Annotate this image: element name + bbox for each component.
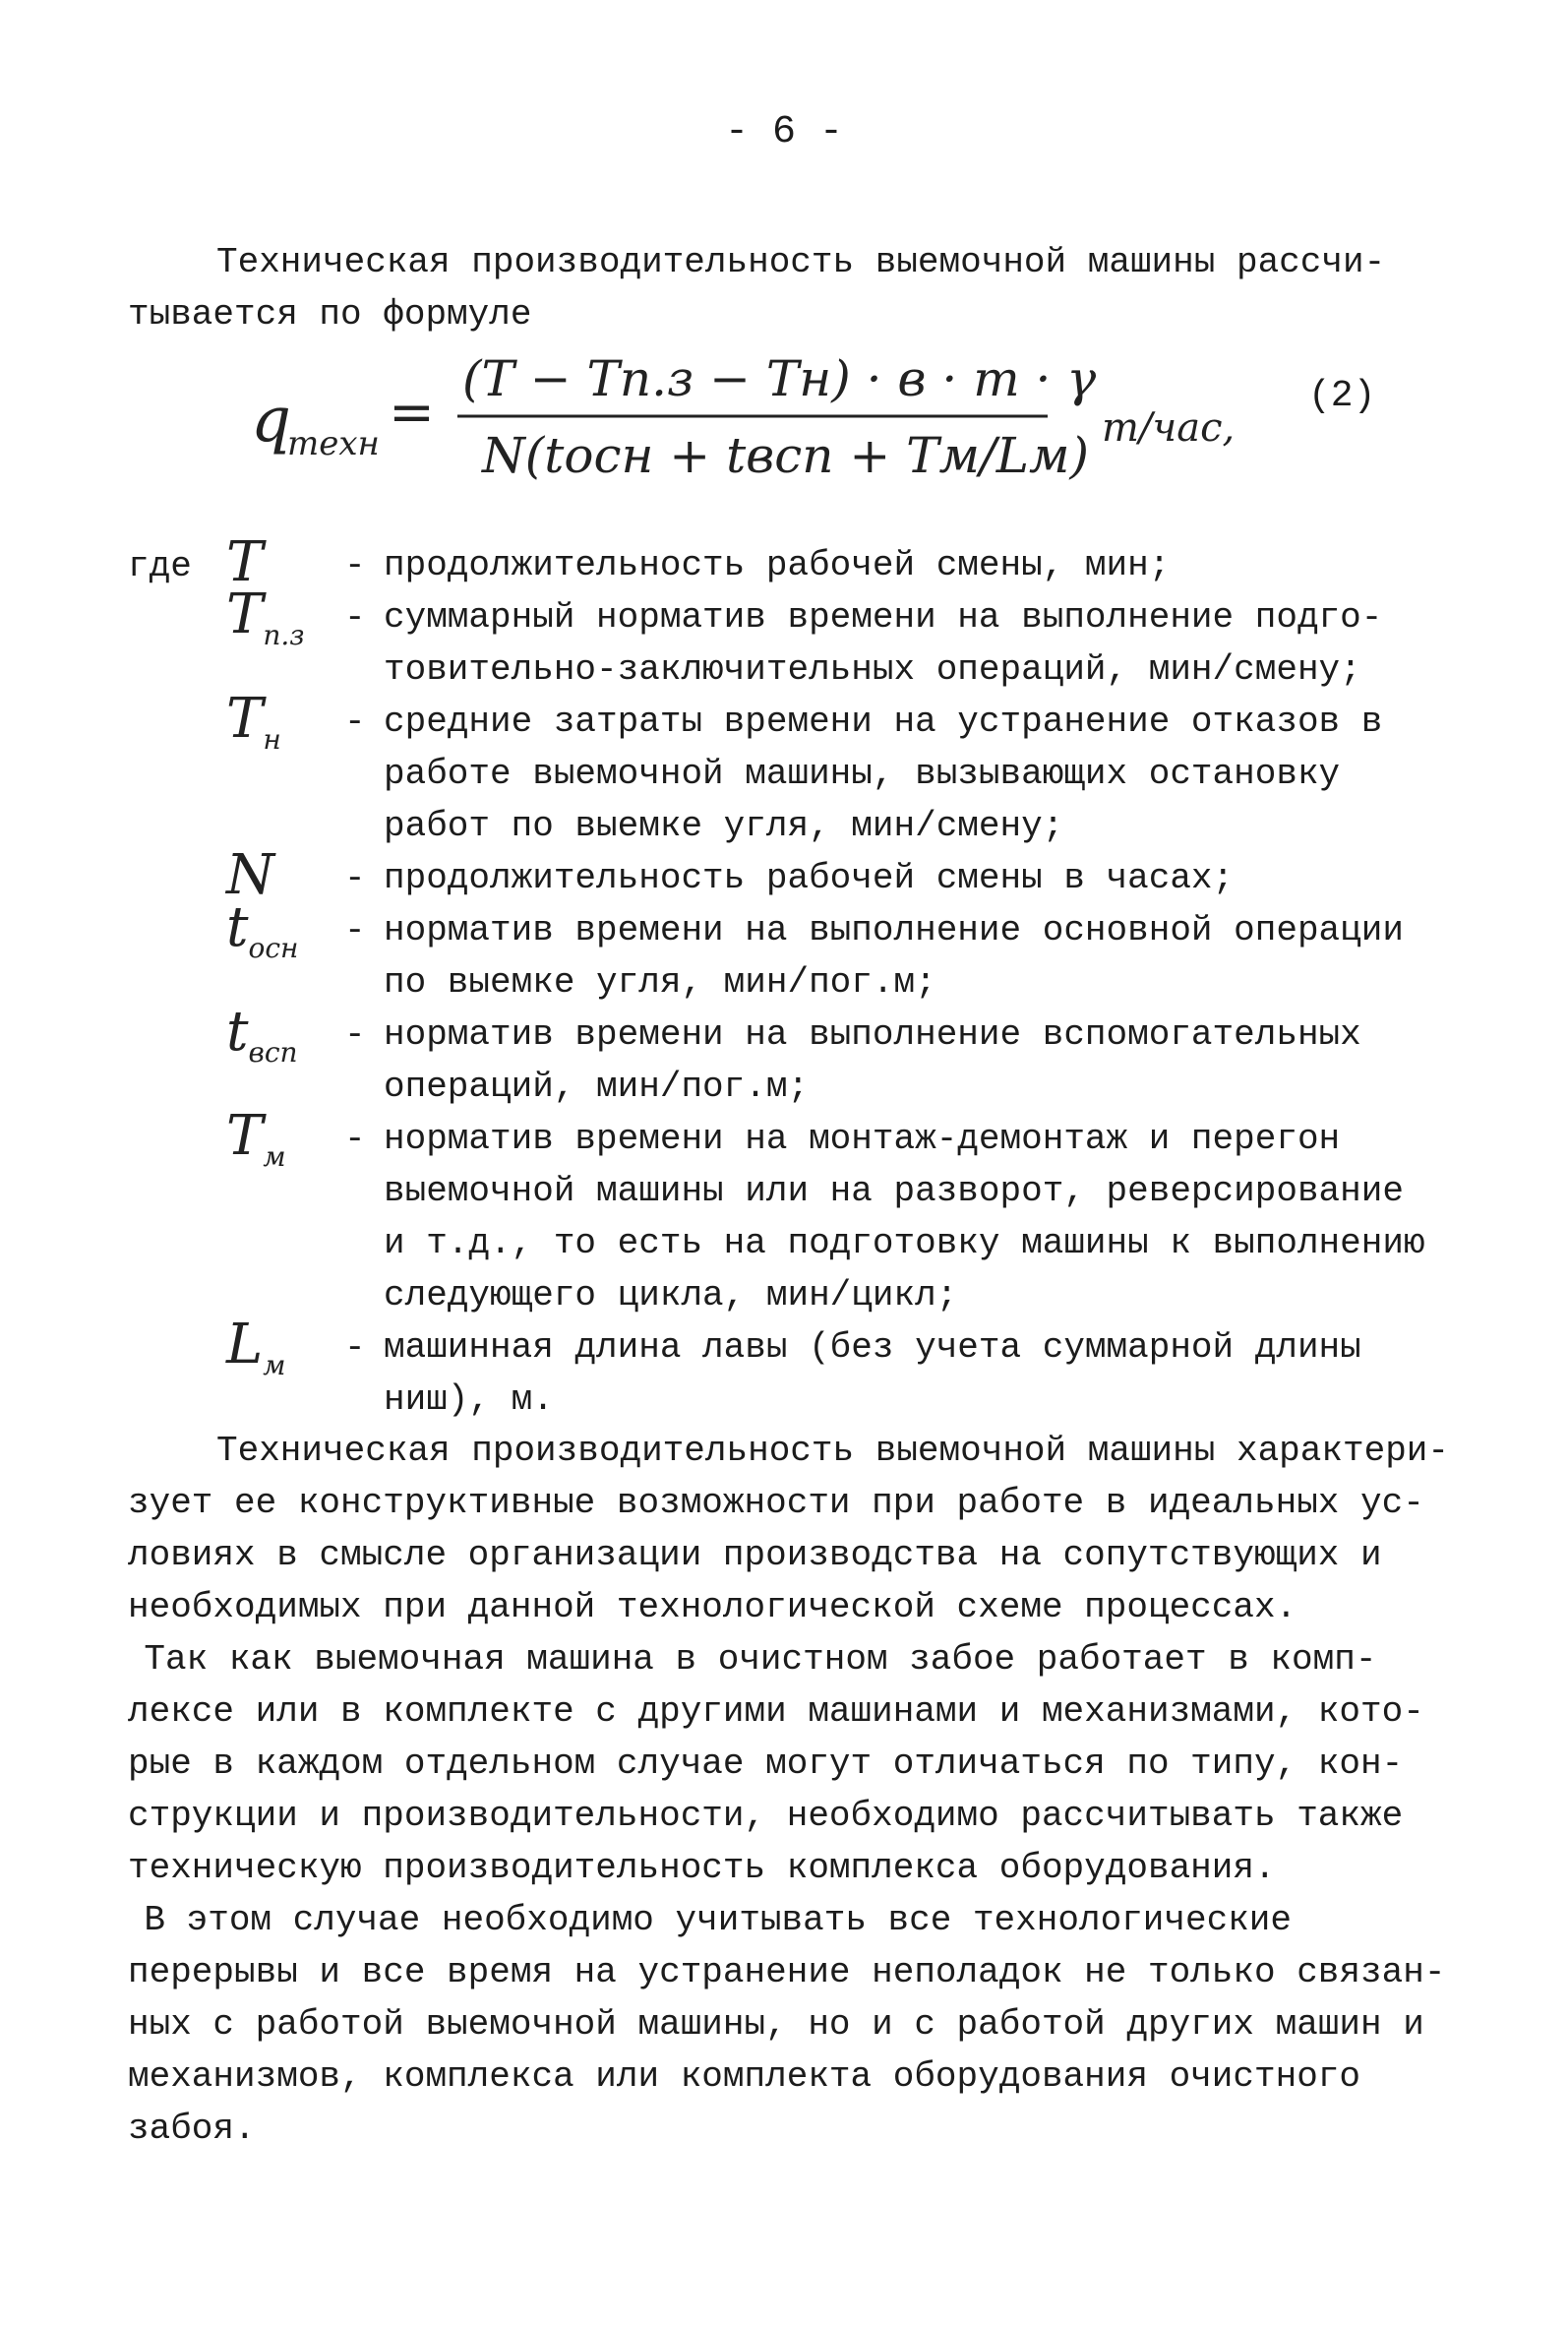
definition-text <box>384 852 1466 904</box>
definition-line: суммарный норматив времени на выполнение подго- <box>384 597 1383 638</box>
definition-text <box>384 904 1466 1009</box>
body-line: Техническая производительность выемочной машины характери- <box>216 1431 1450 1471</box>
formula-numerator: (T − Tп.з − Tн) · в · m · γ <box>462 350 1097 407</box>
formula-lhs: q <box>251 384 291 457</box>
body-line: ловиях в смысле организации производства на сопутствующих и <box>128 1535 1382 1575</box>
definition-line: работ по выемке угля, мин/смену; <box>384 806 1064 846</box>
definition-line: продолжительность рабочей смены в часах; <box>384 858 1235 898</box>
definition-line: норматив времени на выполнение основной операции <box>384 910 1404 950</box>
definition-symbol: $T_{п.з}$ <box>226 582 305 652</box>
definition-line: товительно-заключительных операций, мин/смену; <box>384 649 1361 690</box>
definition-dash: - <box>344 1119 366 1159</box>
definition-item <box>0 582 1568 696</box>
body-line: зует ее конструктивные возможности при работе в идеальных ус- <box>128 1483 1424 1523</box>
definition-line: продолжительность рабочей смены, мин; <box>384 545 1171 585</box>
definition-item <box>0 1104 1568 1321</box>
definition-item <box>0 687 1568 852</box>
definition-dash: - <box>344 597 366 638</box>
body-line: Так как выемочная машина в очистном забое работает в комп- <box>59 1639 1377 1680</box>
body-line: рые в каждом отдельном случае могут отличаться по типу, кон- <box>128 1744 1404 1784</box>
definition-symbol: $t_{всп}$ <box>226 1000 298 1070</box>
body-paragraph <box>59 1633 1424 1894</box>
definition-line: ниш), м. <box>384 1379 554 1420</box>
definition-line: средние затраты времени на устранение отказов в <box>384 702 1383 742</box>
definition-symbol: $T_н$ <box>226 687 281 757</box>
definition-symbol: $L_м$ <box>226 1313 286 1382</box>
body-line: техническую производительность комплекса оборудования. <box>128 1848 1276 1888</box>
definition-dash: - <box>344 702 366 742</box>
body-line: необходимых при данной технологической схеме процессах. <box>128 1587 1297 1627</box>
definition-text <box>384 591 1466 696</box>
body-paragraph <box>128 1425 1450 1633</box>
definition-line: операций, мин/пог.м; <box>384 1067 810 1107</box>
definition-line: норматив времени на выполнение вспомогательных <box>384 1014 1361 1055</box>
definition-symbol: N <box>226 843 274 907</box>
intro-line: Техническая производительность выемочной машины рассчи- <box>216 242 1386 282</box>
body-line: забоя. <box>128 2109 256 2149</box>
page-number: - 6 - <box>724 110 844 154</box>
definition-text <box>384 1113 1466 1321</box>
definition-item <box>0 1313 1568 1426</box>
body-line: лексе или в комплекте с другими машинами и механизмами, кото- <box>128 1691 1424 1732</box>
definition-line: работе выемочной машины, вызывающих остановку <box>384 754 1341 794</box>
definition-text <box>384 1321 1466 1426</box>
formula-lhs-sub: техн <box>287 424 380 463</box>
equals-sign: = <box>389 381 435 445</box>
definition-list <box>0 530 1568 1426</box>
definition-item <box>0 895 1568 1009</box>
formula-number: (2) <box>1308 375 1376 417</box>
definition-item <box>0 1000 1568 1113</box>
definition-symbol: $T_м$ <box>226 1104 286 1174</box>
definition-line: норматив времени на монтаж-демонтаж и перегон <box>384 1119 1341 1159</box>
definition-text <box>384 1009 1466 1113</box>
body-line: перерывы и все время на устранение неполадок не только связан- <box>128 1952 1446 1992</box>
definition-line: и т.д., то есть на подготовку машины к выполнению <box>384 1223 1425 1263</box>
formula-denominator: N(tосн + tвсп + Tм/Lм) <box>482 427 1089 484</box>
definition-dash: - <box>344 1014 366 1055</box>
definition-text <box>384 696 1466 852</box>
definition-dash: - <box>344 858 366 898</box>
formula-unit: т/час, <box>1102 405 1236 451</box>
definition-dash: - <box>344 545 366 585</box>
body-line: механизмов, комплекса или комплекта оборудования очистного <box>128 2056 1361 2097</box>
definition-dash: - <box>344 910 366 950</box>
body-paragraph <box>59 1894 1446 2155</box>
definition-symbol: T <box>226 530 264 594</box>
body-line: В этом случае необходимо учитывать все технологические <box>59 1900 1293 1940</box>
body-line: струкции и производительности, необходимо рассчитывать также <box>128 1796 1404 1836</box>
formula-2 <box>0 325 1568 521</box>
where-label: где <box>128 546 192 586</box>
definition-line: следующего цикла, мин/цикл; <box>384 1275 958 1315</box>
definition-line: машинная длина лавы (без учета суммарной длины <box>384 1327 1361 1368</box>
definition-symbol: $t_{осн}$ <box>226 895 299 965</box>
body-line: ных с работой выемочной машины, но и с работой других машин и <box>128 2004 1424 2045</box>
intro-line: тывается по формуле <box>128 294 532 335</box>
definition-line: выемочной машины или на разворот, реверсирование <box>384 1171 1404 1211</box>
definition-dash: - <box>344 1327 366 1368</box>
definition-line: по выемке угля, мин/пог.м; <box>384 962 936 1003</box>
definition-text <box>384 539 1466 591</box>
